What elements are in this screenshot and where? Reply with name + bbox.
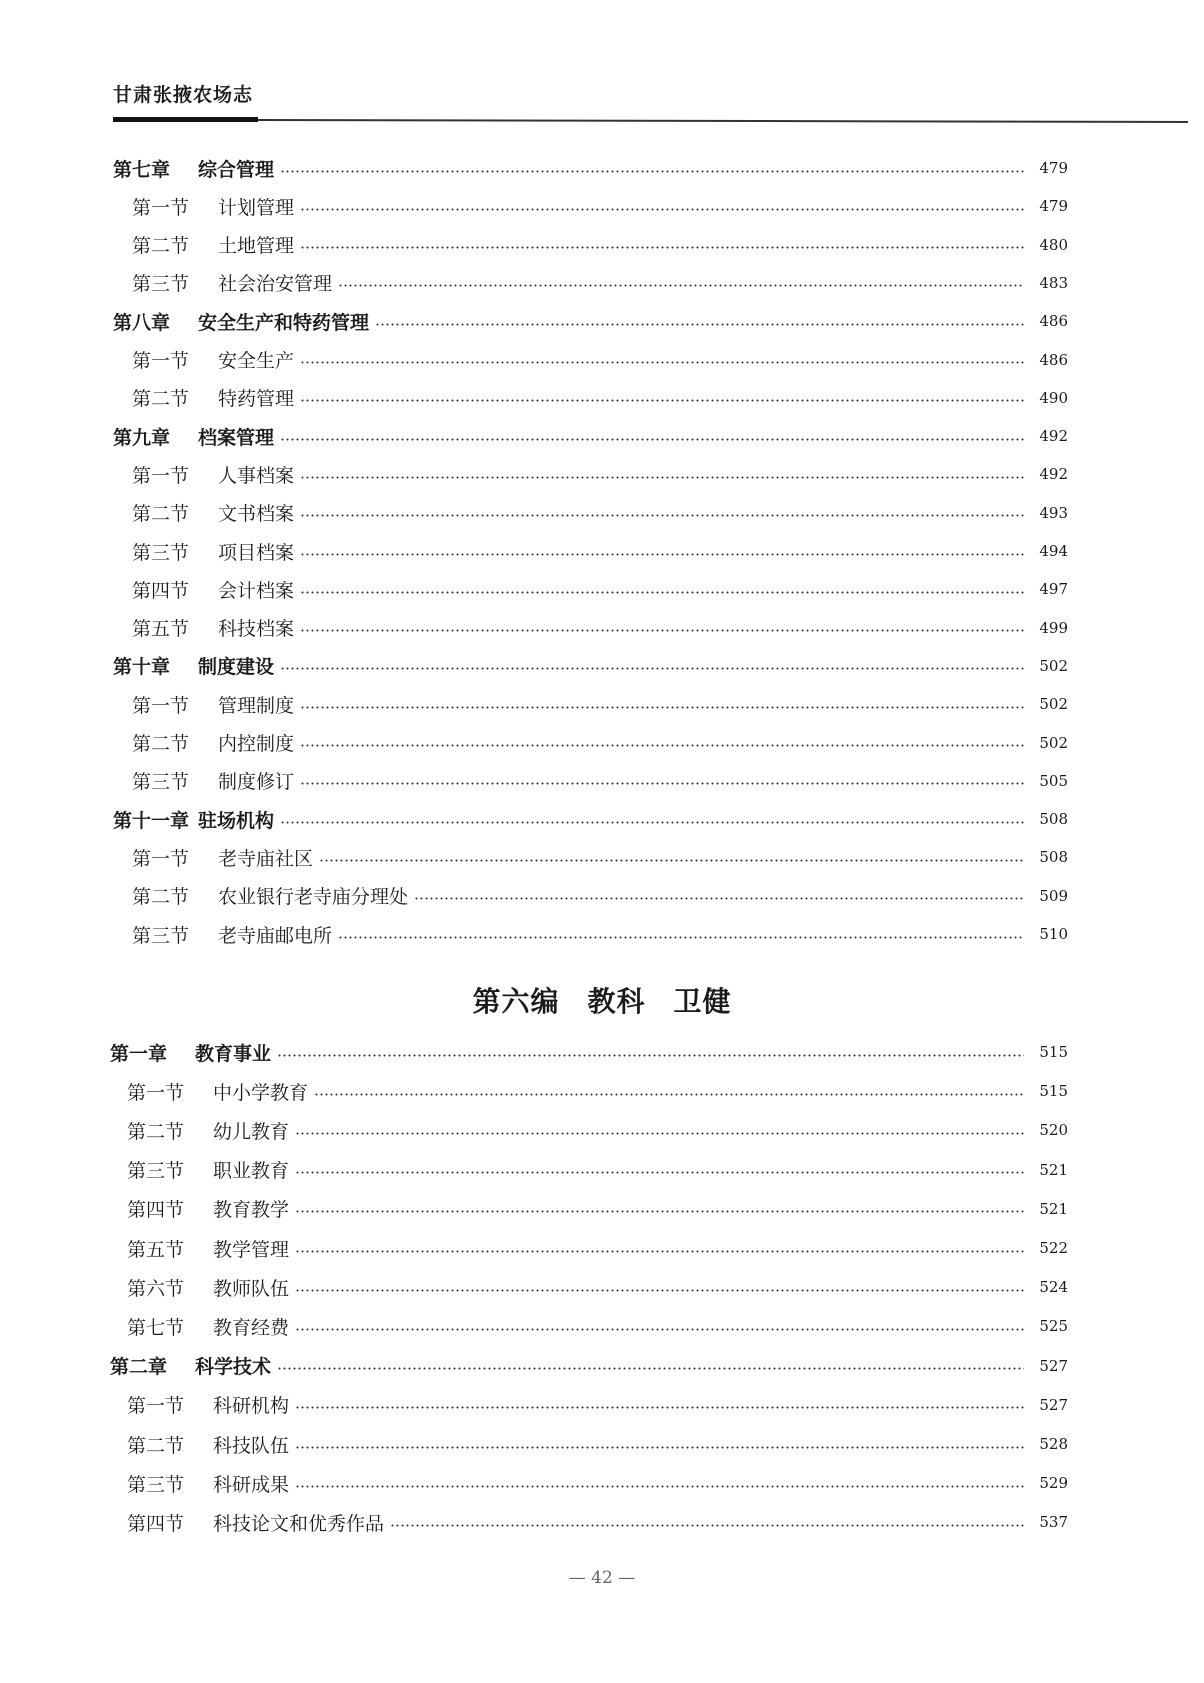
toc-entry-number: 第三节 xyxy=(132,541,190,564)
toc-section-row xyxy=(132,459,1068,489)
dot-leader xyxy=(300,399,1024,402)
toc-entry-title: 社会治安管理 xyxy=(218,273,333,296)
toc-entry-number: 第一节 xyxy=(132,847,190,870)
toc-entry-title: 土地管理 xyxy=(218,235,295,258)
dot-leader xyxy=(300,706,1024,709)
toc-entry-title: 人事档案 xyxy=(218,464,295,487)
part-title-word2: 卫健 xyxy=(673,985,732,1018)
dot-leader xyxy=(300,553,1024,556)
part-heading xyxy=(0,980,1204,1020)
toc-chapter-row xyxy=(110,1351,1068,1381)
toc-page-number: 505 xyxy=(1039,771,1068,790)
toc-entry-number: 第八章 xyxy=(113,311,171,334)
toc-page-number: 480 xyxy=(1039,235,1068,254)
dot-leader xyxy=(280,667,1024,670)
toc-entry-number: 第十章 xyxy=(113,656,171,679)
dot-leader xyxy=(295,1446,1024,1449)
toc-entry-number: 第二节 xyxy=(132,388,190,411)
toc-entry-number: 第二节 xyxy=(127,1120,185,1143)
toc-entry-number: 第一节 xyxy=(132,350,190,372)
toc-entry-title: 安全生产和特药管理 xyxy=(198,311,370,334)
toc-section-row xyxy=(127,1507,1068,1537)
toc-entry-title: 科学技术 xyxy=(195,1356,272,1379)
dot-leader xyxy=(295,1250,1024,1253)
toc-chapter-row xyxy=(113,421,1068,451)
dot-leader xyxy=(300,476,1024,479)
toc-page-number: 508 xyxy=(1039,848,1068,867)
dot-leader xyxy=(300,744,1024,747)
toc-section-row xyxy=(132,536,1068,566)
toc-page-number: 479 xyxy=(1039,159,1068,177)
toc-section-row xyxy=(132,689,1068,719)
toc-section-row xyxy=(132,383,1068,413)
toc-entry-title: 驻场机构 xyxy=(198,809,275,832)
toc-page-number: 515 xyxy=(1039,1082,1068,1101)
header-rule-thick xyxy=(113,117,258,122)
toc-section-row xyxy=(132,919,1068,949)
toc-section-row xyxy=(132,268,1068,298)
toc-entry-number: 第四节 xyxy=(127,1199,185,1222)
dot-leader xyxy=(295,1328,1024,1331)
toc-page-number: 508 xyxy=(1039,810,1068,829)
toc-section-row xyxy=(127,1155,1068,1185)
toc-entry-number: 第七节 xyxy=(127,1316,185,1339)
toc-section-row xyxy=(132,842,1068,872)
toc-page-number: 509 xyxy=(1039,886,1068,905)
toc-page-number: 515 xyxy=(1039,1043,1068,1061)
toc-entry-title: 制度修订 xyxy=(218,771,295,794)
dot-leader xyxy=(300,361,1024,364)
toc-entry-title: 档案管理 xyxy=(198,426,275,449)
toc-entry-title: 教育经费 xyxy=(213,1316,290,1339)
dot-leader xyxy=(300,629,1024,632)
toc-section-row xyxy=(132,728,1068,758)
toc-entry-number: 第四节 xyxy=(127,1512,185,1535)
toc-page-number: 493 xyxy=(1039,503,1068,522)
toc-entry-title: 计划管理 xyxy=(218,196,295,219)
toc-entry-title: 教育教学 xyxy=(213,1199,290,1222)
toc-page-number: 490 xyxy=(1039,388,1068,407)
toc-entry-title: 制度建设 xyxy=(198,656,275,679)
toc-page-number: 521 xyxy=(1039,1160,1068,1179)
dot-leader xyxy=(375,323,1024,326)
dot-leader xyxy=(295,1132,1024,1135)
toc-section-row xyxy=(132,881,1068,911)
dot-leader xyxy=(295,1171,1024,1174)
toc-page-number: 520 xyxy=(1039,1121,1068,1140)
part-number: 第六编 xyxy=(472,985,560,1018)
dot-leader xyxy=(300,591,1024,594)
toc-entry-number: 第二节 xyxy=(132,503,190,526)
toc-page-number: 522 xyxy=(1039,1239,1068,1257)
toc-entry-title: 会计档案 xyxy=(218,579,295,602)
toc-entry-title: 老寺庙社区 xyxy=(218,847,314,870)
toc-page-number: 527 xyxy=(1039,1356,1068,1375)
toc-entry-title: 特药管理 xyxy=(218,388,295,411)
dot-leader xyxy=(300,246,1024,249)
page-number: — 42 — xyxy=(568,1568,636,1588)
toc-entry-title: 农业银行老寺庙分理处 xyxy=(218,886,409,909)
toc-entry-title: 文书档案 xyxy=(218,503,295,526)
toc-entry-number: 第二节 xyxy=(132,886,190,909)
toc-section-row xyxy=(132,191,1068,221)
header-rule-thin xyxy=(258,119,1188,122)
dot-leader xyxy=(280,821,1024,824)
toc-page-number: 494 xyxy=(1039,542,1068,560)
toc-page-number: 510 xyxy=(1039,925,1068,943)
toc-page-number: 527 xyxy=(1039,1395,1068,1414)
dot-leader xyxy=(300,208,1024,211)
toc-entry-title: 内控制度 xyxy=(218,733,295,755)
toc-entry-number: 第九章 xyxy=(113,426,171,449)
toc-entry-number: 第一节 xyxy=(127,1081,185,1104)
toc-entry-title: 科技队伍 xyxy=(213,1434,290,1457)
toc-section-row xyxy=(127,1272,1068,1302)
toc-page-number: 479 xyxy=(1039,197,1068,216)
toc-section-row xyxy=(127,1311,1068,1341)
toc-entry-number: 第一节 xyxy=(132,694,190,717)
dot-leader xyxy=(338,936,1024,939)
toc-entry-number: 第二章 xyxy=(110,1356,168,1379)
toc-entry-title: 中小学教育 xyxy=(213,1081,309,1104)
toc-page-number: 486 xyxy=(1039,350,1068,369)
toc-section-row xyxy=(132,613,1068,643)
toc-page-number: 502 xyxy=(1039,733,1068,752)
toc-entry-title: 老寺庙邮电所 xyxy=(218,924,333,947)
toc-entry-title: 科技档案 xyxy=(218,618,295,641)
toc-page-number: 524 xyxy=(1039,1278,1068,1297)
toc-chapter-row xyxy=(110,1037,1068,1067)
toc-entry-number: 第十一章 xyxy=(113,809,190,832)
toc-entry-number: 第一节 xyxy=(132,464,190,487)
toc-entry-number: 第三节 xyxy=(132,771,190,794)
toc-entry-number: 第二节 xyxy=(127,1434,185,1457)
toc-page-number: 486 xyxy=(1039,312,1068,331)
toc-page-number: 483 xyxy=(1039,273,1068,292)
toc-chapter-row xyxy=(113,306,1068,336)
toc-entry-number: 第一章 xyxy=(110,1042,168,1065)
toc-entry-number: 第三节 xyxy=(132,924,190,947)
part-title-word1: 教科 xyxy=(587,985,646,1018)
dot-leader xyxy=(295,1406,1024,1409)
toc-section-row xyxy=(132,498,1068,528)
toc-section-row xyxy=(132,574,1068,604)
dot-leader xyxy=(300,782,1024,785)
toc-section-row xyxy=(132,230,1068,260)
toc-entry-number: 第三节 xyxy=(132,273,190,296)
toc-entry-number: 第二节 xyxy=(132,235,190,258)
toc-section-row xyxy=(127,1429,1068,1459)
dot-leader xyxy=(414,897,1024,900)
toc-section-row xyxy=(127,1115,1068,1145)
dot-leader xyxy=(280,170,1024,173)
toc-entry-number: 第三节 xyxy=(127,1160,185,1183)
dot-leader xyxy=(314,1093,1024,1096)
toc-entry-number: 第一节 xyxy=(132,196,190,219)
dot-leader xyxy=(295,1210,1024,1213)
toc-entry-title: 科研机构 xyxy=(213,1395,290,1418)
toc-entry-title: 安全生产 xyxy=(218,350,295,372)
toc-entry-number: 第四节 xyxy=(132,579,190,602)
toc-page-number: 502 xyxy=(1039,656,1068,675)
toc-page-number: 502 xyxy=(1039,695,1068,714)
toc-page-number: 521 xyxy=(1039,1199,1068,1218)
toc-section-row xyxy=(127,1390,1068,1420)
toc-entry-title: 幼儿教育 xyxy=(213,1120,290,1143)
toc-section-row xyxy=(127,1076,1068,1106)
toc-chapter-row xyxy=(113,651,1068,681)
toc-entry-number: 第二节 xyxy=(132,733,190,755)
toc-page-number: 537 xyxy=(1039,1513,1068,1532)
toc-chapter-row xyxy=(113,153,1068,183)
dot-leader xyxy=(280,438,1024,441)
toc-page-number: 528 xyxy=(1039,1435,1068,1453)
toc-section-row xyxy=(127,1468,1068,1498)
toc-entry-title: 科研成果 xyxy=(213,1473,290,1496)
toc-section-row xyxy=(127,1194,1068,1224)
dot-leader xyxy=(277,1367,1024,1370)
dot-leader xyxy=(300,514,1024,517)
toc-page-number: 529 xyxy=(1039,1474,1068,1493)
toc-entry-number: 第五节 xyxy=(127,1238,185,1261)
toc-entry-title: 教学管理 xyxy=(213,1238,290,1261)
toc-entry-number: 第六节 xyxy=(127,1277,185,1300)
dot-leader xyxy=(319,859,1024,862)
running-title: 甘肃张掖农场志 xyxy=(113,84,254,106)
toc-page-number: 497 xyxy=(1039,580,1068,599)
toc-section-row xyxy=(132,766,1068,796)
toc-entry-title: 综合管理 xyxy=(198,158,275,181)
toc-entry-title: 职业教育 xyxy=(213,1160,290,1183)
dot-leader xyxy=(390,1524,1024,1527)
toc-chapter-row xyxy=(113,804,1068,834)
toc-page-number: 492 xyxy=(1039,465,1068,484)
toc-entry-number: 第三节 xyxy=(127,1473,185,1496)
toc-entry-title: 管理制度 xyxy=(218,694,295,717)
toc-page-number: 492 xyxy=(1039,427,1068,446)
toc-entry-title: 项目档案 xyxy=(218,541,295,564)
toc-entry-title: 教育事业 xyxy=(195,1042,272,1065)
dot-leader xyxy=(295,1289,1024,1292)
toc-page-number: 525 xyxy=(1039,1317,1068,1336)
toc-section-row xyxy=(127,1233,1068,1263)
toc-entry-number: 第五节 xyxy=(132,618,190,641)
toc-section-row xyxy=(132,345,1068,375)
toc-page-number: 499 xyxy=(1039,618,1068,637)
toc-entry-number: 第一节 xyxy=(127,1395,185,1418)
dot-leader xyxy=(295,1485,1024,1488)
dot-leader xyxy=(338,284,1024,287)
toc-entry-number: 第七章 xyxy=(113,158,171,181)
toc-entry-title: 教师队伍 xyxy=(213,1277,290,1300)
dot-leader xyxy=(277,1054,1024,1057)
toc-entry-title: 科技论文和优秀作品 xyxy=(213,1512,385,1535)
